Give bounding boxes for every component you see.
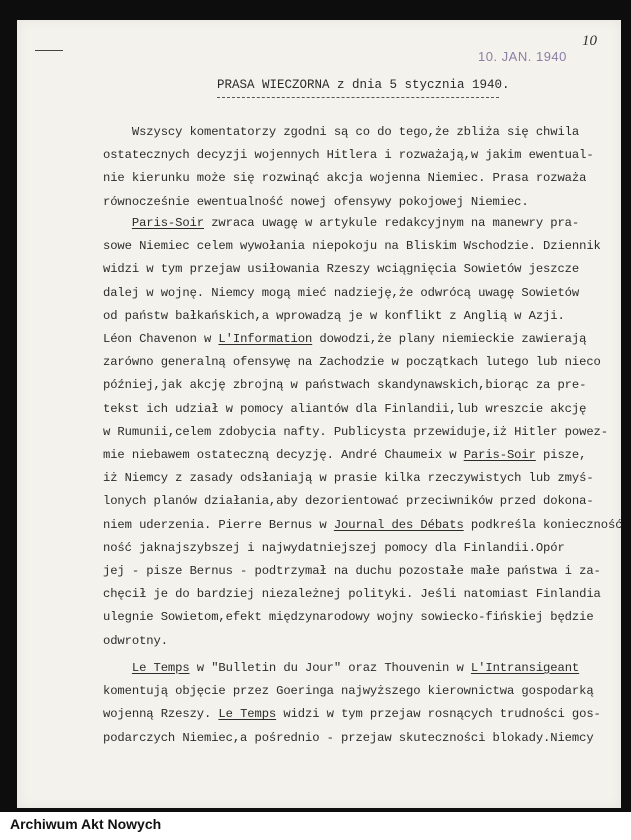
text-segment: ulegnie Sowietom,efekt międzynarodowy wojny sowiecko-fińskiej będzie: [103, 610, 594, 625]
text-segment: później,jak akcję zbrojną w państwach skandynawskich,biorąc za pre-: [103, 378, 587, 393]
text-segment: ostatecznych decyzji wojennych Hitlera i rozważają,w jakim ewentual-: [103, 148, 594, 163]
text-segment: podarczych Niemiec,a pośrednio - przejaw skuteczności blokady.Niemcy: [103, 730, 594, 745]
text-segment: iż Niemcy z zasady odsłaniają w prasie kilka rzeczywistych lub zmyś-: [103, 471, 594, 486]
text-line: [103, 216, 579, 230]
text-segment: [103, 216, 132, 230]
text-segment: komentują objęcie przez Goeringa najwyższego kierownictwa gospodarką: [103, 684, 594, 699]
text-segment: równocześnie ewentualność nowej ofensywy pokojowej Niemiec.: [103, 194, 529, 209]
text-line: [103, 425, 608, 439]
text-line: [103, 125, 579, 139]
publication-name: Paris-Soir: [131, 216, 204, 230]
text-line: [103, 731, 594, 745]
title-underline: [217, 97, 499, 98]
text-line: [103, 634, 168, 648]
text-segment: lonych planów działania,aby dezorientować przeciwników przed dokona-: [103, 494, 594, 509]
text-line: [103, 309, 565, 323]
text-segment: dowodzi,że plany niemieckie zawierają: [312, 332, 587, 346]
text-line: [103, 564, 601, 578]
margin-dash: [35, 50, 63, 51]
publication-name: Le Temps: [218, 707, 277, 722]
text-line: [103, 148, 594, 162]
text-segment: niem uderzenia. Pierre Bernus w: [103, 517, 334, 532]
text-line: [103, 448, 586, 462]
text-line: [103, 661, 579, 675]
archive-name: Archiwum Akt Nowych: [10, 816, 162, 832]
text-segment: widzi w tym przejaw rosnących trudności gos-: [276, 707, 601, 722]
text-line: [103, 286, 579, 300]
text-line: [103, 471, 594, 485]
text-line: [103, 195, 529, 209]
text-segment: widzi w tym przejaw usiłowania Rzeszy wciągnięcia Sowietów jeszcze: [103, 262, 580, 277]
text-segment: w Rumunii,celem zdobycia nafty. Publicysta przewiduje,iż Hitler powez-: [103, 424, 608, 439]
publication-name: L'Information: [218, 332, 313, 346]
text-segment: ność jaknajszybszej i najwydatniejszej pomocy dla Finlandii.Opór: [103, 540, 565, 555]
text-line: [103, 171, 586, 185]
text-line: [103, 587, 601, 601]
text-segment: Léon Chavenon w: [103, 332, 219, 346]
text-line: [103, 355, 601, 369]
text-line: [103, 378, 586, 392]
text-line: [103, 494, 594, 508]
text-segment: dalej w wojnę. Niemcy mogą mieć nadzieję,że odwrócą uwagę Sowietów: [103, 285, 580, 300]
publication-name: Journal des Débats: [333, 517, 464, 532]
text-segment: wojenną Rzeszy.: [103, 707, 219, 722]
date-stamp: 10. JAN. 1940: [478, 49, 567, 64]
publication-name: Paris-Soir: [463, 448, 536, 462]
text-segment: podkreśla konieczność: [463, 517, 623, 532]
text-line: [103, 684, 594, 698]
text-line: [103, 541, 565, 555]
page-number: 10: [582, 33, 597, 49]
text-segment: pisze,: [535, 448, 587, 462]
text-segment: nie kierunku może się rozwinąć akcja wojenna Niemiec. Prasa rozważa: [103, 171, 587, 186]
text-line: [103, 610, 594, 624]
text-line: [103, 332, 586, 346]
text-segment: chęcił je do bardziej niezależnej polityki. Jeśli natomiast Finlandia: [103, 587, 601, 602]
text-segment: Wszyscy komentatorzy zgodni są co do tego,że zbliża się chwila: [103, 125, 580, 139]
text-segment: [103, 661, 132, 675]
text-segment: zarówno generalną ofensywę na Zachodzie w początkach lutego lub nieco: [103, 355, 601, 370]
text-segment: tekst ich udział w pomocy aliantów dla Finlandii,lub wreszcie akcję: [103, 401, 587, 416]
publication-name: L'Intransigeant: [470, 661, 580, 675]
text-line: [103, 239, 601, 253]
text-segment: jej - pisze Bernus - podtrzymał na duchu pozostałe małe państwa i za-: [103, 564, 601, 578]
publication-name: Le Temps: [131, 661, 190, 675]
text-segment: w "Bulletin du Jour" oraz Thouvenin w: [189, 661, 471, 675]
document-title: PRASA WIECZORNA z dnia 5 stycznia 1940.: [217, 78, 510, 92]
text-segment: odwrotny.: [103, 633, 168, 648]
text-line: [103, 262, 579, 276]
text-line: [103, 402, 586, 416]
text-line: [103, 707, 601, 721]
text-segment: sowe Niemiec celem wywołania niepokoju na Bliskim Wschodzie. Dziennik: [103, 239, 601, 254]
text-segment: mie niebawem ostateczną decyzję. André Chaumeix w: [103, 448, 464, 462]
text-segment: zwraca uwagę w artykule redakcyjnym na manewry pra-: [204, 216, 580, 230]
text-segment: od państw bałkańskich,a wprowadzą je w konflikt z Anglią w Azji.: [103, 308, 565, 323]
text-line: [103, 518, 622, 532]
